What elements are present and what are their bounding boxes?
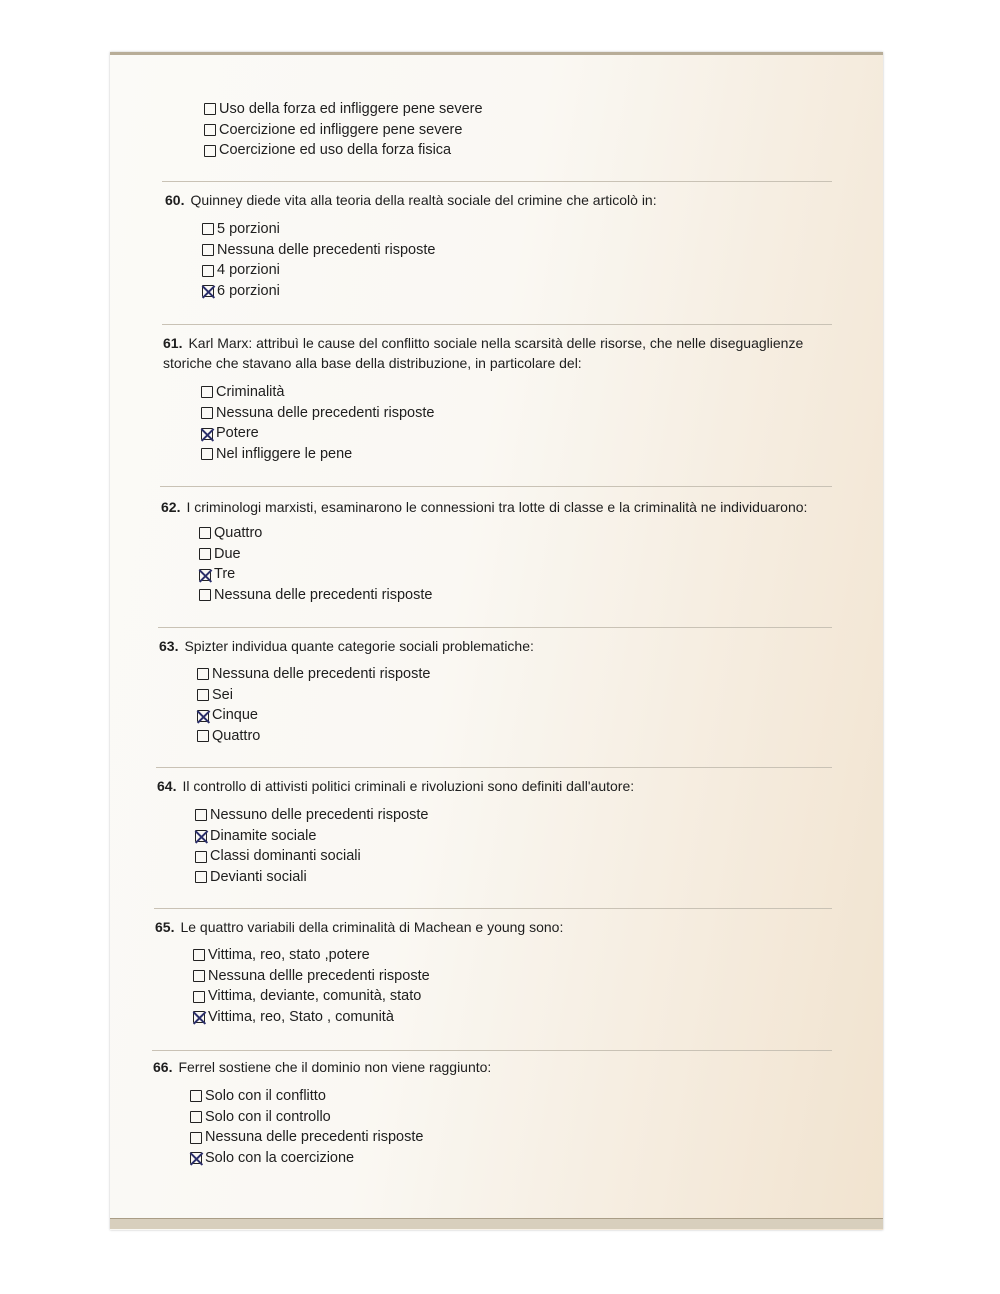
checkbox[interactable] [199, 589, 211, 601]
checkbox[interactable] [190, 1111, 202, 1123]
option[interactable]: 4 porzioni [202, 260, 435, 281]
option[interactable]: 6 porzioni [202, 281, 435, 302]
option[interactable]: Nessuna delle precedenti risposte [190, 1127, 423, 1148]
option[interactable]: Criminalità [201, 382, 434, 403]
option[interactable]: Sei [197, 685, 430, 706]
option[interactable]: Solo con la coercizione [190, 1148, 423, 1169]
option[interactable]: Nessuna delle precedenti risposte [201, 403, 434, 424]
checkbox[interactable] [197, 689, 209, 701]
option[interactable]: Nessuna dellle precedenti risposte [193, 966, 430, 987]
checkbox[interactable] [204, 124, 216, 136]
question-63: 63. Spizter individua quante categorie sociali problematiche: [159, 638, 534, 654]
option[interactable]: Uso della forza ed infliggere pene severe [204, 99, 483, 120]
checkbox[interactable] [201, 407, 213, 419]
checkbox-checked[interactable] [201, 428, 213, 440]
option[interactable]: Quattro [197, 726, 430, 747]
question-66: 66. Ferrel sostiene che il dominio non viene raggiunto: [153, 1059, 492, 1075]
option[interactable]: Vittima, reo, stato ,potere [193, 945, 430, 966]
checkbox[interactable] [195, 809, 207, 821]
checkbox[interactable] [204, 103, 216, 115]
top-options [204, 99, 483, 161]
option[interactable]: Nessuno delle precedenti risposte [195, 805, 428, 826]
divider [158, 627, 832, 628]
checkbox[interactable] [199, 527, 211, 539]
divider [160, 486, 832, 487]
checkbox[interactable] [190, 1090, 202, 1102]
option[interactable]: Potere [201, 423, 434, 444]
checkbox[interactable] [193, 970, 205, 982]
question-65-options [193, 945, 430, 1028]
option[interactable]: Nessuna delle precedenti risposte [202, 240, 435, 261]
question-62-options [199, 523, 432, 606]
divider [156, 767, 832, 768]
divider [152, 1050, 832, 1051]
option[interactable]: Cinque [197, 705, 430, 726]
checkbox[interactable] [197, 668, 209, 680]
checkbox-checked[interactable] [197, 710, 209, 722]
checkbox[interactable] [193, 949, 205, 961]
checkbox-checked[interactable] [195, 830, 207, 842]
divider [162, 324, 832, 325]
option[interactable]: Solo con il conflitto [190, 1086, 423, 1107]
checkbox[interactable] [195, 871, 207, 883]
checkbox[interactable] [204, 145, 216, 157]
option[interactable]: Nel infliggere le pene [201, 444, 434, 465]
option[interactable]: Devianti sociali [195, 867, 428, 888]
question-64: 64. Il controllo di attivisti politici criminali e rivoluzioni sono definiti dall'autore: [157, 778, 635, 794]
option[interactable]: Vittima, reo, Stato , comunità [193, 1007, 430, 1028]
option[interactable]: 5 porzioni [202, 219, 435, 240]
option[interactable]: Vittima, deviante, comunità, stato [193, 986, 430, 1007]
question-61-options [201, 382, 434, 465]
question-63-options [197, 664, 430, 747]
option[interactable]: Nessuna delle precedenti risposte [197, 664, 430, 685]
question-60: 60. Quinney diede vita alla teoria della realtà sociale del crimine che articolò in: [165, 192, 657, 208]
checkbox[interactable] [190, 1132, 202, 1144]
checkbox-checked[interactable] [199, 569, 211, 581]
page-bottom-edge [110, 1218, 883, 1229]
question-62: 62. I criminologi marxisti, esaminarono le connessioni tra lotte di classe e la criminalità ne individuarono: [161, 499, 808, 515]
option[interactable]: Dinamite sociale [195, 826, 428, 847]
checkbox[interactable] [195, 851, 207, 863]
checkbox[interactable] [202, 265, 214, 277]
checkbox[interactable] [199, 548, 211, 560]
checkbox[interactable] [201, 448, 213, 460]
checkbox[interactable] [197, 730, 209, 742]
question-61: 61. Karl Marx: attribuì le cause del conflitto sociale nella scarsità delle risorse, che nelle diseguaglienze storiche che stavano alla base della distribuzione, in particolare del: [163, 335, 804, 371]
option[interactable]: Solo con il controllo [190, 1107, 423, 1128]
checkbox-checked[interactable] [190, 1152, 202, 1164]
option[interactable]: Coercizione ed uso della forza fisica [204, 140, 483, 161]
checkbox[interactable] [202, 244, 214, 256]
option[interactable]: Classi dominanti sociali [195, 846, 428, 867]
checkbox-checked[interactable] [202, 285, 214, 297]
checkbox[interactable] [193, 991, 205, 1003]
question-65: 65. Le quattro variabili della criminalità di Machean e young sono: [155, 919, 564, 935]
option[interactable]: Quattro [199, 523, 432, 544]
option[interactable]: Tre [199, 564, 432, 585]
question-60-options [202, 219, 435, 302]
question-64-options [195, 805, 428, 888]
checkbox[interactable] [201, 386, 213, 398]
option[interactable]: Nessuna delle precedenti risposte [199, 585, 432, 606]
question-66-options [190, 1086, 423, 1169]
option[interactable]: Due [199, 544, 432, 565]
divider [154, 908, 832, 909]
checkbox[interactable] [202, 223, 214, 235]
divider [162, 181, 832, 182]
checkbox-checked[interactable] [193, 1011, 205, 1023]
option[interactable]: Coercizione ed infliggere pene severe [204, 120, 483, 141]
